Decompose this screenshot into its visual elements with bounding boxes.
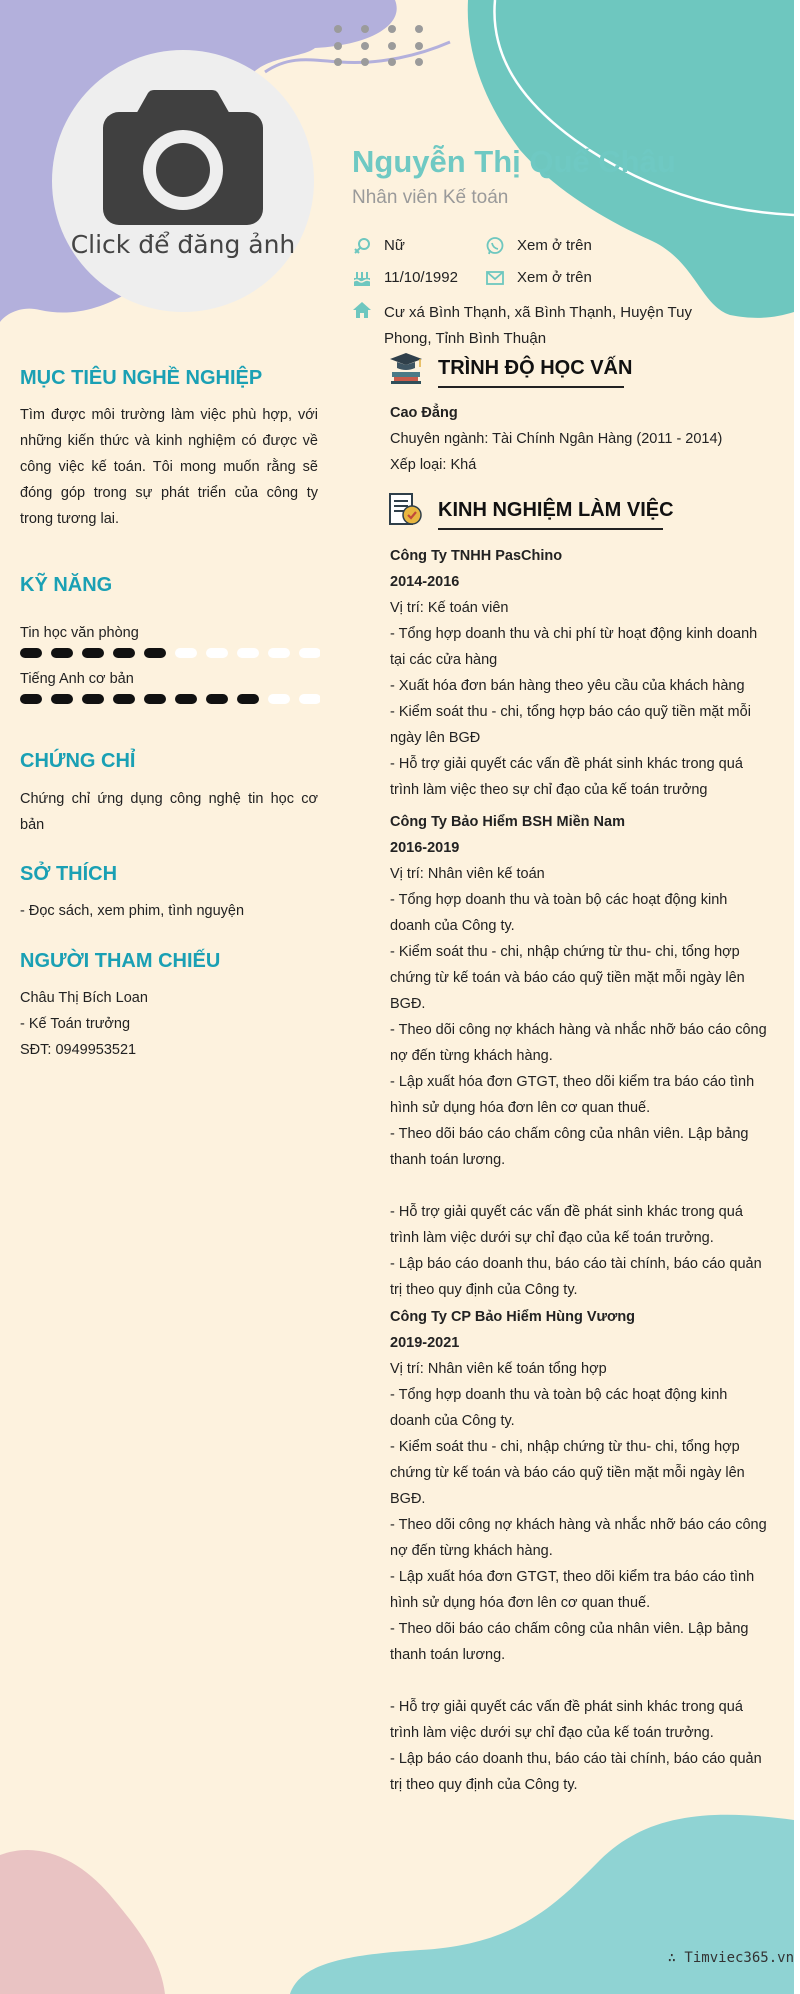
job-duty: - Lập xuất hóa đơn GTGT, theo dõi kiểm tra báo cáo tình hình sử dụng hóa đơn lên cơ quan thuế. — [390, 1569, 755, 1611]
job-position: Vị trí: Nhân viên kế toán — [390, 866, 545, 882]
skill-level-bar — [20, 694, 320, 704]
reference-phone: SĐT: 0949953521 — [20, 1042, 137, 1058]
hobbies-title: SỞ THÍCH — [20, 863, 118, 885]
certificates-title: CHỨNG CHỈ — [20, 750, 136, 772]
job-entry — [390, 1304, 770, 1798]
education-school: Cao Đẳng — [390, 405, 458, 421]
job-company: Công Ty Bảo Hiểm BSH Miền Nam — [390, 814, 625, 830]
home-icon — [352, 300, 372, 320]
skill-segment-filled — [206, 694, 228, 704]
skill-segment-filled — [82, 648, 104, 658]
skill-segment-filled — [144, 648, 166, 658]
job-entry — [390, 809, 770, 1303]
job-duty: - Lập xuất hóa đơn GTGT, theo dõi kiểm tra báo cáo tình hình sử dụng hóa đơn lên cơ quan thuế. — [390, 1074, 755, 1116]
phone-icon — [485, 236, 505, 256]
job-duty: - Theo dõi báo cáo chấm công của nhân viên. Lập bảng thanh toán lương. — [390, 1621, 749, 1663]
job-duty: - Tổng hợp doanh thu và toàn bộ các hoạt động kinh doanh của Công ty. — [390, 892, 728, 934]
birthday-cake-icon — [352, 268, 372, 288]
skill-segment-empty — [268, 694, 290, 704]
objective-title: MỤC TIÊU NGHỀ NGHIỆP — [20, 367, 263, 389]
education-title: TRÌNH ĐỘ HỌC VẤN — [438, 357, 633, 379]
experience-title-underline — [438, 528, 663, 530]
education-grade: Xếp loại: Khá — [390, 457, 477, 473]
objective-text: Tìm được môi trường làm việc phù hợp, với những kiến thức và kinh nghiệm có được về công việc kế toán. Tôi mong muốn rằng sẽ đóng góp trong sự phát triển của công ty trong tương lai. — [20, 407, 318, 527]
skill-segment-empty — [237, 648, 259, 658]
photo-upload-label: Click để đăng ảnh — [70, 230, 296, 259]
email-icon — [485, 268, 505, 288]
job-company: Công Ty TNHH PasChino — [390, 548, 563, 564]
skill-segment-filled — [175, 694, 197, 704]
job-duty: - Kiểm soát thu - chi, tổng hợp báo cáo quỹ tiền mặt mỗi ngày lên BGĐ — [390, 704, 751, 746]
job-entry — [390, 543, 770, 803]
skill-segment-empty — [299, 648, 320, 658]
skill-name: Tin học văn phòng — [20, 625, 139, 641]
education-title-underline — [438, 386, 624, 388]
certificates-text: Chứng chỉ ứng dụng công nghệ tin học cơ bản — [20, 791, 318, 833]
camera-icon — [103, 90, 263, 225]
phone-value: Xem ở trên — [517, 237, 592, 254]
reference-title: NGƯỜI THAM CHIẾU — [20, 950, 221, 972]
skill-segment-filled — [113, 694, 135, 704]
skill-segment-filled — [20, 648, 42, 658]
reference-text — [20, 985, 318, 1063]
skill-segment-filled — [51, 648, 73, 658]
job-position: Vị trí: Nhân viên kế toán tổng hợp — [390, 1361, 607, 1377]
reference-name: Châu Thị Bích Loan — [20, 990, 148, 1006]
education-major: Chuyên ngành: Tài Chính Ngân Hàng (2011 - 2014) — [390, 431, 723, 447]
education-details — [390, 400, 770, 478]
job-duty-spacer — [390, 1668, 770, 1694]
birthday-value: 11/10/1992 — [384, 269, 458, 286]
skill-segment-filled — [51, 694, 73, 704]
skill-segment-empty — [268, 648, 290, 658]
site-watermark: ∴ Timviec365.vn — [667, 1950, 794, 1966]
reference-position: - Kế Toán trưởng — [20, 1016, 131, 1032]
job-duty: - Kiểm soát thu - chi, nhập chứng từ thu- chi, tổng hợp chứng từ kế toán và báo cáo quỹ tiền mặt mỗi ngày lên BGĐ. — [390, 1439, 745, 1507]
skill-name: Tiếng Anh cơ bản — [20, 671, 134, 687]
job-position: Vị trí: Kế toán viên — [390, 600, 509, 616]
gender-value: Nữ — [384, 237, 405, 254]
bottom-teal-blob — [290, 1815, 794, 1994]
skill-segment-filled — [237, 694, 259, 704]
full-name: Nguyễn Thị Quế Châu — [352, 144, 676, 179]
job-duty-spacer — [390, 1173, 770, 1199]
job-duty: - Tổng hợp doanh thu và chi phí từ hoạt động kinh doanh tại các cửa hàng — [390, 626, 758, 668]
job-duty: - Theo dõi công nợ khách hàng và nhắc nhỡ báo cáo công nợ đến từng khách hàng. — [390, 1022, 767, 1064]
job-title: Nhân viên Kế toán — [352, 187, 509, 208]
skill-segment-empty — [299, 694, 320, 704]
job-duty: - Hỗ trợ giải quyết các vấn đề phát sinh khác trong quá trình làm việc dưới sự chỉ đạo của kế toán trưởng. — [390, 1699, 743, 1741]
address-value: Cư xá Bình Thạnh, xã Bình Thạnh, Huyện Tuy Phong, Tỉnh Bình Thuận — [384, 304, 693, 347]
graduation-cap-icon — [388, 350, 424, 386]
job-duty: - Theo dõi công nợ khách hàng và nhắc nhỡ báo cáo công nợ đến từng khách hàng. — [390, 1517, 767, 1559]
work-experience-icon — [388, 492, 424, 528]
skills-title: KỸ NĂNG — [20, 574, 113, 596]
job-period: 2019-2021 — [390, 1335, 460, 1351]
skill-segment-filled — [144, 694, 166, 704]
photo-upload[interactable] — [52, 50, 314, 312]
skill-segment-filled — [20, 694, 42, 704]
job-duty: - Kiểm soát thu - chi, nhập chứng từ thu- chi, tổng hợp chứng từ kế toán và báo cáo quỹ tiền mặt mỗi ngày lên BGĐ. — [390, 944, 745, 1012]
skill-segment-filled — [82, 694, 104, 704]
skill-segment-empty — [175, 648, 197, 658]
job-duty: - Hỗ trợ giải quyết các vấn đề phát sinh khác trong quá trình làm việc theo sự chỉ đạo của kế toán trưởng — [390, 756, 743, 798]
skill-segment-filled — [113, 648, 135, 658]
job-duty: - Xuất hóa đơn bán hàng theo yêu cầu của khách hàng — [390, 678, 745, 694]
hobbies-text: - Đọc sách, xem phim, tình nguyện — [20, 903, 245, 919]
gender-icon — [352, 236, 372, 256]
skill-level-bar — [20, 648, 320, 658]
email-value: Xem ở trên — [517, 269, 592, 286]
job-duty: - Lập báo cáo doanh thu, báo cáo tài chính, báo cáo quản trị theo quy định của Công ty. — [390, 1751, 762, 1793]
job-duty: - Hỗ trợ giải quyết các vấn đề phát sinh khác trong quá trình làm việc dưới sự chỉ đạo của kế toán trưởng. — [390, 1204, 743, 1246]
job-duty: - Tổng hợp doanh thu và toàn bộ các hoạt động kinh doanh của Công ty. — [390, 1387, 728, 1429]
job-duty: - Lập báo cáo doanh thu, báo cáo tài chính, báo cáo quản trị theo quy định của Công ty. — [390, 1256, 762, 1298]
skill-segment-empty — [206, 648, 228, 658]
pink-blob — [0, 1850, 165, 1994]
job-period: 2016-2019 — [390, 840, 460, 856]
experience-title: KINH NGHIỆM LÀM VIỆC — [438, 499, 674, 521]
job-company: Công Ty CP Bảo Hiểm Hùng Vương — [390, 1309, 636, 1325]
job-period: 2014-2016 — [390, 574, 460, 590]
job-duty: - Theo dõi báo cáo chấm công của nhân viên. Lập bảng thanh toán lương. — [390, 1126, 749, 1168]
